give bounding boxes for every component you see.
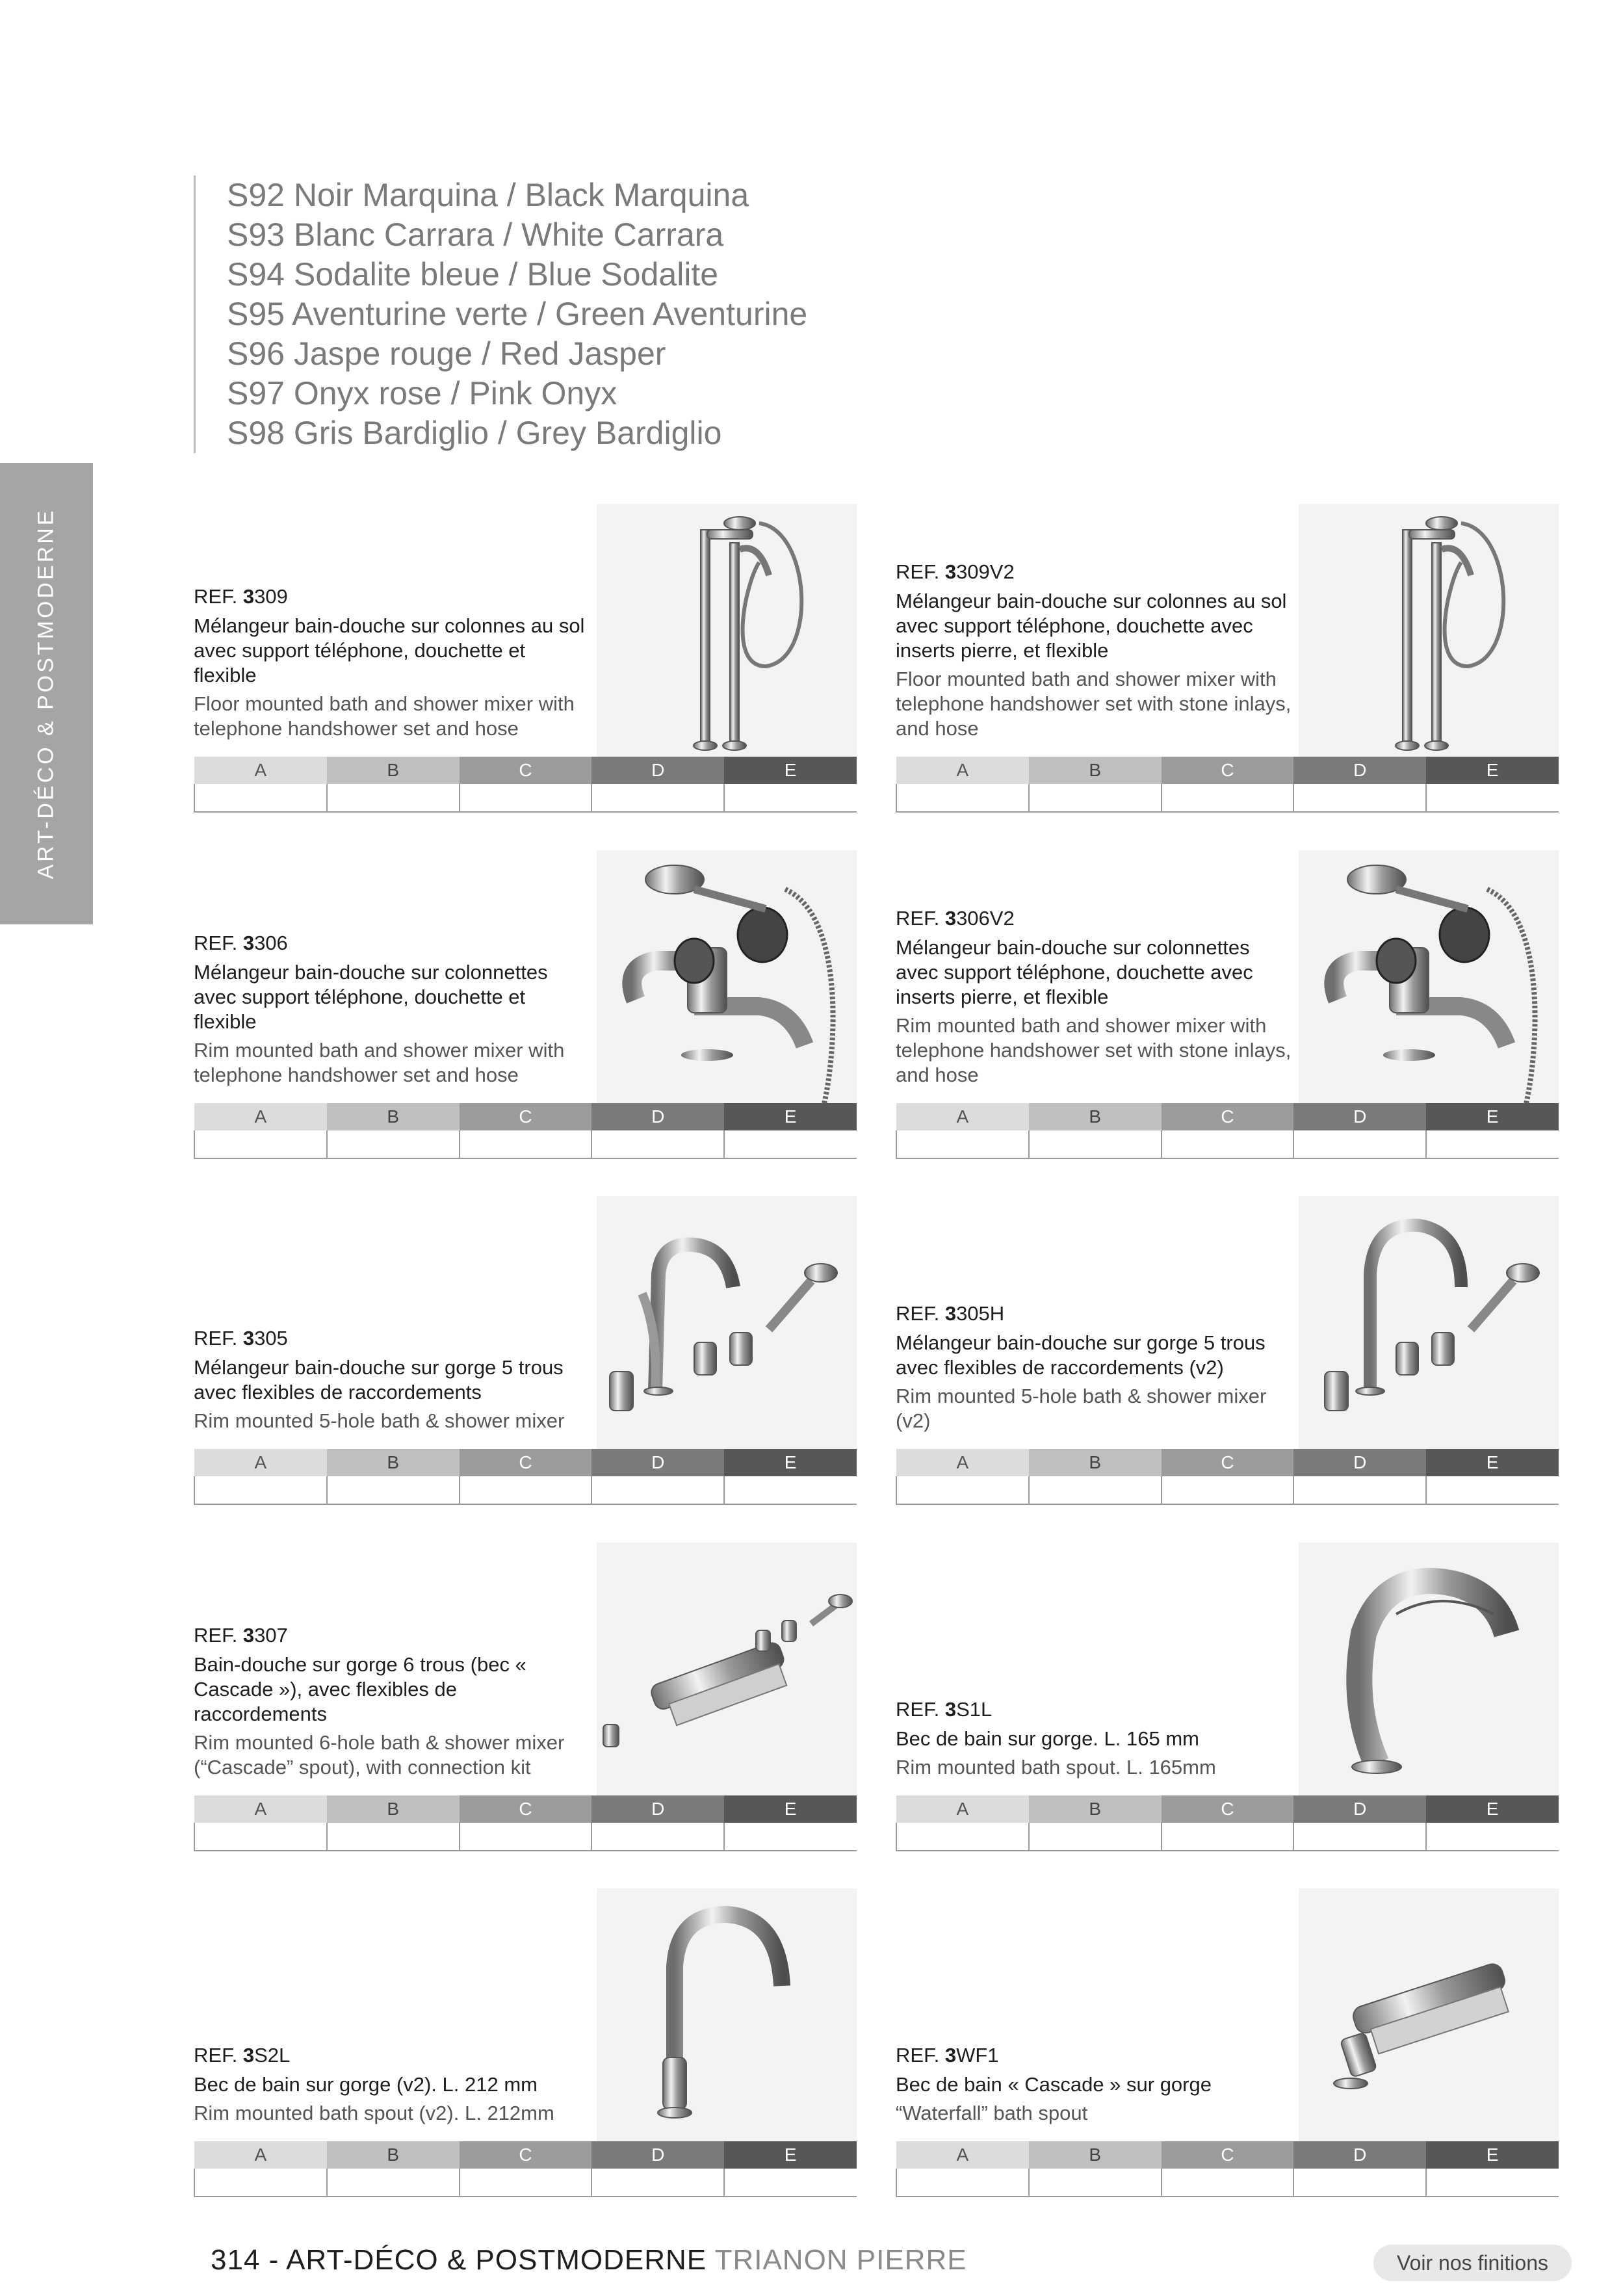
product-image (597, 504, 857, 757)
col-e: E (724, 757, 857, 784)
cell (1426, 2169, 1559, 2197)
cell (460, 2169, 592, 2197)
product-description-en: Rim mounted bath spout. L. 165mm (896, 1756, 1216, 1779)
product-card (896, 1196, 1559, 1505)
finish-price-table (896, 1103, 1559, 1159)
col-a: A (896, 1795, 1029, 1823)
cell (896, 1130, 1029, 1158)
col-e: E (1426, 2141, 1559, 2169)
cell (724, 1476, 857, 1504)
cell (1293, 1476, 1426, 1504)
col-a: A (194, 1449, 327, 1476)
col-a: A (896, 1103, 1029, 1130)
product-description-en: Rim mounted 5-hole bath & shower mixer (194, 1409, 565, 1432)
product-card (194, 1196, 857, 1505)
product-text (194, 930, 590, 1088)
cell (460, 1823, 592, 1851)
cell (724, 1130, 857, 1158)
product-ref: REF. 3306V2 (896, 907, 1015, 930)
product-description-en: Floor mounted bath and shower mixer with telephone handshower set and hose (194, 692, 575, 740)
cell (327, 784, 460, 812)
product-text (194, 1623, 590, 1780)
finish-item: S96 Jaspe rouge / Red Jasper (227, 335, 666, 372)
product-description-en: Rim mounted 6-hole bath & shower mixer (“Cascade” spout), with connection kit (194, 1731, 565, 1779)
col-a: A (194, 1103, 327, 1130)
product-text (896, 2042, 1292, 2126)
finish-item: S98 Gris Bardiglio / Grey Bardiglio (227, 415, 722, 451)
product-description-en: Rim mounted bath and shower mixer with telephone handshower set and hose (194, 1039, 565, 1086)
cell (1162, 1130, 1294, 1158)
col-e: E (1426, 1103, 1559, 1130)
col-d: D (1293, 1795, 1426, 1823)
col-b: B (1029, 1103, 1162, 1130)
product-description-fr: Bain-douche sur gorge 6 trous (bec « Cascade »), avec flexibles de raccordements (194, 1653, 526, 1725)
finish-price-table (194, 2141, 857, 2197)
cell (591, 784, 724, 812)
section-side-tab-label: ART-DÉCO & POSTMODERNE (33, 508, 58, 880)
finish-item: S95 Aventurine verte / Green Aventurine (227, 296, 808, 332)
finish-item: S97 Onyx rose / Pink Onyx (227, 375, 617, 411)
col-e: E (1426, 757, 1559, 784)
product-text (896, 906, 1292, 1088)
product-card (896, 1888, 1559, 2197)
product-description-en: Rim mounted bath spout (v2). L. 212mm (194, 2102, 554, 2124)
finish-price-table (896, 2141, 1559, 2197)
cell (896, 1823, 1029, 1851)
col-d: D (1293, 1103, 1426, 1130)
col-b: B (327, 757, 460, 784)
col-c: C (1162, 2141, 1294, 2169)
product-image (597, 1543, 857, 1796)
finish-item: S93 Blanc Carrara / White Carrara (227, 216, 724, 253)
cell (194, 784, 327, 812)
finish-price-table (896, 1449, 1559, 1505)
cell (896, 1476, 1029, 1504)
product-image (1299, 850, 1559, 1104)
col-c: C (1162, 1795, 1294, 1823)
page-footer (211, 2244, 967, 2276)
col-b: B (1029, 2141, 1162, 2169)
cell (1426, 1130, 1559, 1158)
product-card (194, 850, 857, 1159)
col-c: C (1162, 1449, 1294, 1476)
cell (1426, 784, 1559, 812)
cell (1029, 2169, 1162, 2197)
product-description-fr: Bec de bain « Cascade » sur gorge (896, 2073, 1212, 2096)
cell (194, 1476, 327, 1504)
col-d: D (1293, 1449, 1426, 1476)
cell (724, 2169, 857, 2197)
col-e: E (724, 1449, 857, 1476)
product-image (1299, 1196, 1559, 1450)
col-c: C (460, 1103, 592, 1130)
cell (327, 2169, 460, 2197)
cell (1162, 1823, 1294, 1851)
product-image (597, 1196, 857, 1450)
finish-price-table (194, 1449, 857, 1505)
finishes-list (194, 176, 807, 453)
col-d: D (591, 1795, 724, 1823)
cell (1029, 1823, 1162, 1851)
col-d: D (1293, 2141, 1426, 2169)
product-image (597, 850, 857, 1104)
cell (591, 2169, 724, 2197)
col-d: D (1293, 757, 1426, 784)
cell (1029, 784, 1162, 812)
product-card (194, 1543, 857, 1851)
cell (591, 1823, 724, 1851)
finish-item: S92 Noir Marquina / Black Marquina (227, 177, 749, 213)
product-text (896, 559, 1292, 741)
product-text (896, 1301, 1292, 1433)
col-b: B (1029, 757, 1162, 784)
product-description-fr: Mélangeur bain-douche sur colonnettes avec support téléphone, douchette avec inserts pierre, et flexible (896, 936, 1253, 1008)
col-d: D (591, 1103, 724, 1130)
col-c: C (460, 1449, 592, 1476)
cell (1293, 1130, 1426, 1158)
cell (460, 1476, 592, 1504)
col-a: A (896, 757, 1029, 784)
cell (194, 2169, 327, 2197)
cell (1029, 1476, 1162, 1504)
cell (591, 1130, 724, 1158)
col-a: A (194, 757, 327, 784)
col-a: A (896, 2141, 1029, 2169)
col-d: D (591, 757, 724, 784)
cell (460, 784, 592, 812)
cell (896, 784, 1029, 812)
cell (896, 2169, 1029, 2197)
product-ref: REF. 3S1L (896, 1698, 993, 1721)
col-c: C (460, 757, 592, 784)
cell (194, 1130, 327, 1158)
col-b: B (1029, 1449, 1162, 1476)
product-card (896, 504, 1559, 813)
cell (1029, 1130, 1162, 1158)
product-description-fr: Mélangeur bain-douche sur colonnettes avec support téléphone, douchette et flexible (194, 961, 548, 1033)
product-text (194, 1325, 590, 1433)
section-side-tab (0, 463, 93, 924)
cell (327, 1476, 460, 1504)
cell (724, 784, 857, 812)
finish-price-table (194, 1103, 857, 1159)
product-text (194, 584, 590, 741)
col-b: B (327, 1449, 460, 1476)
product-card (194, 1888, 857, 2197)
product-ref: REF. 3305 (194, 1327, 288, 1350)
col-d: D (591, 1449, 724, 1476)
product-card (896, 1543, 1559, 1851)
cell (1162, 784, 1294, 812)
product-description-en: Rim mounted 5-hole bath & shower mixer (v2) (896, 1385, 1267, 1432)
product-description-en: “Waterfall” bath spout (896, 2102, 1088, 2124)
col-b: B (1029, 1795, 1162, 1823)
cell (1293, 1823, 1426, 1851)
product-card (194, 504, 857, 813)
col-c: C (1162, 757, 1294, 784)
see-finishes-button[interactable]: Voir nos finitions (1373, 2245, 1572, 2281)
product-ref: REF. 3307 (194, 1624, 288, 1647)
cell (194, 1823, 327, 1851)
product-description-en: Rim mounted bath and shower mixer with telephone handshower set with stone inlays, and hose (896, 1014, 1292, 1086)
product-description-fr: Mélangeur bain-douche sur colonnes au sol avec support téléphone, douchette et flexible (194, 614, 585, 686)
product-image (1299, 504, 1559, 757)
col-a: A (194, 1795, 327, 1823)
col-b: B (327, 1103, 460, 1130)
product-description-en: Floor mounted bath and shower mixer with telephone handshower set with stone inlays, and hose (896, 668, 1292, 740)
product-ref: REF. 3305H (896, 1302, 1005, 1325)
col-e: E (724, 2141, 857, 2169)
cell (460, 1130, 592, 1158)
product-description-fr: Bec de bain sur gorge. L. 165 mm (896, 1727, 1199, 1750)
col-e: E (1426, 1795, 1559, 1823)
product-text (896, 1697, 1292, 1780)
col-e: E (724, 1103, 857, 1130)
col-b: B (327, 1795, 460, 1823)
product-image (597, 1888, 857, 2142)
cell (327, 1130, 460, 1158)
cell (1293, 784, 1426, 812)
finish-price-table (194, 1795, 857, 1851)
product-description-fr: Mélangeur bain-douche sur gorge 5 trous avec flexibles de raccordements (194, 1356, 564, 1403)
finish-price-table (896, 1795, 1559, 1851)
product-image (1299, 1543, 1559, 1796)
cell (724, 1823, 857, 1851)
col-c: C (460, 1795, 592, 1823)
col-a: A (896, 1449, 1029, 1476)
product-ref: REF. 3S2L (194, 2044, 291, 2067)
finish-item: S94 Sodalite bleue / Blue Sodalite (227, 256, 719, 293)
col-c: C (460, 2141, 592, 2169)
finish-price-table (194, 757, 857, 813)
product-description-fr: Mélangeur bain-douche sur gorge 5 trous avec flexibles de raccordements (v2) (896, 1331, 1266, 1379)
col-b: B (327, 2141, 460, 2169)
product-ref: REF. 3309 (194, 585, 288, 608)
cell (1162, 1476, 1294, 1504)
cell (591, 1476, 724, 1504)
footer-series-label: TRIANON PIERRE (714, 2244, 967, 2276)
finish-price-table (896, 757, 1559, 813)
product-text (194, 2042, 590, 2126)
col-e: E (1426, 1449, 1559, 1476)
footer-page-label: 314 - ART-DÉCO & POSTMODERNE (211, 2244, 707, 2276)
product-ref: REF. 3WF1 (896, 2044, 999, 2067)
product-ref: REF. 3309V2 (896, 560, 1015, 583)
col-c: C (1162, 1103, 1294, 1130)
cell (327, 1823, 460, 1851)
col-d: D (591, 2141, 724, 2169)
col-e: E (724, 1795, 857, 1823)
product-description-fr: Mélangeur bain-douche sur colonnes au sol avec support téléphone, douchette avec inserts pierre, et flexible (896, 590, 1287, 662)
product-ref: REF. 3306 (194, 932, 288, 954)
cell (1293, 2169, 1426, 2197)
product-description-fr: Bec de bain sur gorge (v2). L. 212 mm (194, 2073, 538, 2096)
product-card (896, 850, 1559, 1159)
cell (1426, 1823, 1559, 1851)
product-image (1299, 1888, 1559, 2142)
cell (1162, 2169, 1294, 2197)
cell (1426, 1476, 1559, 1504)
col-a: A (194, 2141, 327, 2169)
